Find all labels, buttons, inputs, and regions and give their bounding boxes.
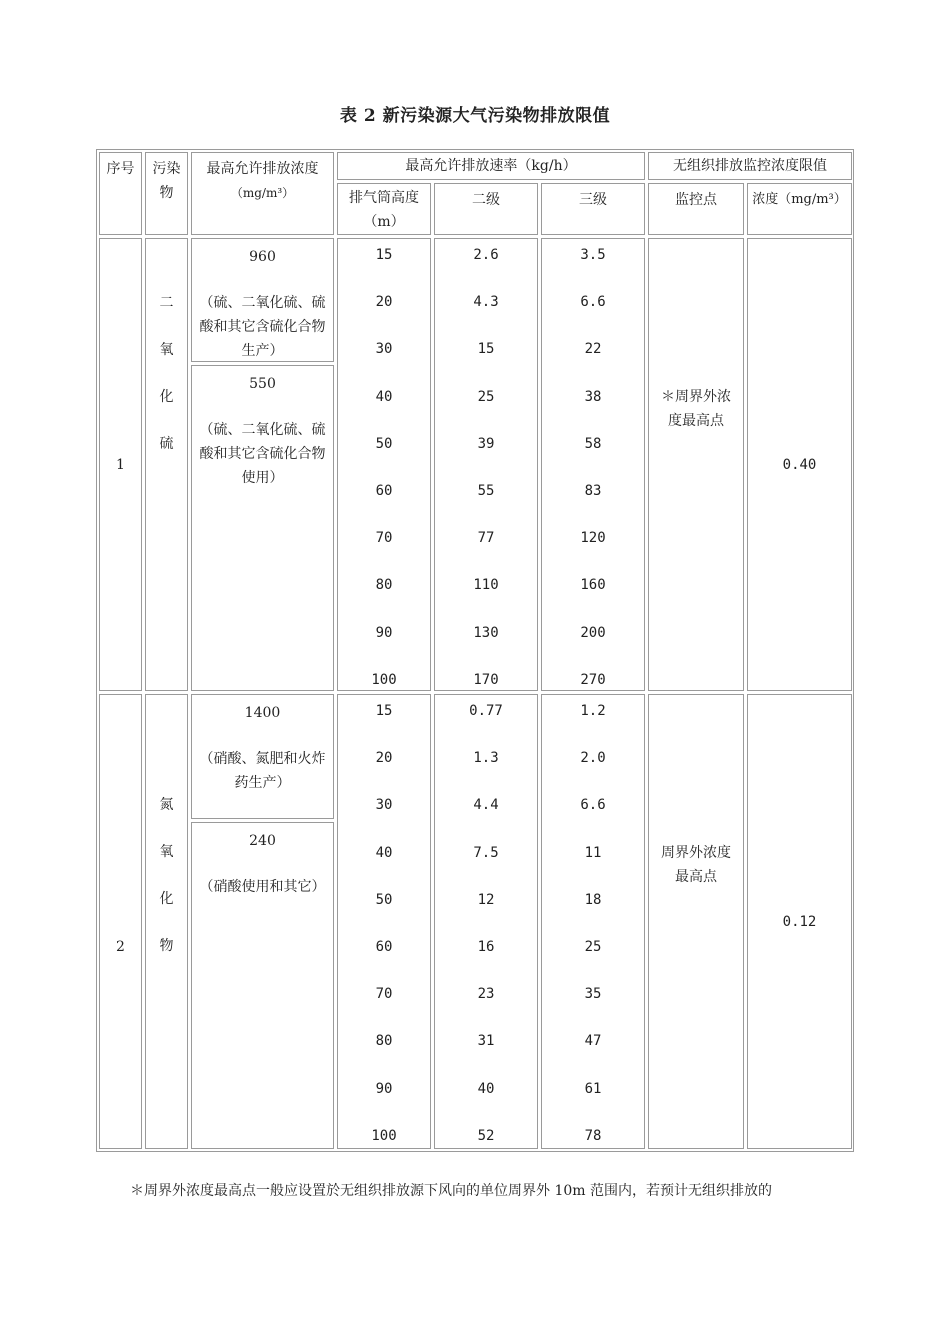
grade2-rate-value: 130 [473, 624, 499, 641]
row2-conc-b-note: （硝酸使用和其它） [199, 879, 326, 895]
row1-pollutant-char: 化 [159, 389, 174, 405]
header-fugitive-conc-label: 浓度（mg/m³） [752, 192, 847, 207]
row2-pollutant-char: 氧 [159, 844, 174, 860]
row2-pollutant-name [160, 793, 174, 958]
header-fugitive-label: 无组织排放监控浓度限值 [673, 158, 827, 174]
header-monitor-point-label: 监控点 [675, 192, 717, 208]
row2-fugitive-conc [747, 694, 852, 1149]
row1-conc-b-value: 550 [249, 376, 276, 392]
row2-seq [99, 694, 142, 1149]
row1-heights-column [337, 238, 431, 691]
stack-height-value: 20 [375, 294, 393, 311]
row1-pollutant-name [160, 291, 174, 456]
header-grade2 [434, 183, 538, 235]
grade2-rate-value: 39 [477, 435, 495, 452]
grade3-rate-value: 78 [584, 1127, 602, 1144]
grade3-rate-value: 18 [584, 891, 602, 908]
row1-pollutant-char: 二 [159, 295, 174, 311]
row2-monitor-point [648, 694, 744, 1149]
stack-height-value: 100 [371, 1127, 397, 1144]
row1-monitor-point [648, 238, 744, 691]
row1-seq [99, 238, 142, 691]
stack-height-value: 15 [375, 247, 393, 263]
row2-conc-b [191, 822, 334, 1149]
grade2-rate-value: 170 [473, 671, 499, 688]
row1-conc-a [191, 238, 334, 362]
stack-height-value: 80 [375, 577, 393, 594]
stack-height-value: 70 [375, 530, 393, 547]
header-grade2-label: 二级 [472, 192, 500, 208]
header-grade3 [541, 183, 645, 235]
row1-pollutant [145, 238, 188, 691]
stack-height-value: 40 [375, 844, 393, 861]
grade2-rate-value: 52 [477, 1127, 495, 1144]
stack-height-value: 50 [375, 435, 393, 452]
grade2-rate-value: 2.6 [473, 247, 499, 263]
stack-height-value: 30 [375, 341, 393, 358]
grade2-rate-value: 55 [477, 483, 495, 499]
grade3-rate-value: 2.0 [580, 750, 606, 767]
grade3-rate-value: 58 [584, 435, 602, 452]
row1-pollutant-char: 硫 [159, 436, 174, 452]
grade3-rate-value: 1.2 [580, 703, 606, 719]
row1-conc-a-value: 960 [249, 249, 276, 265]
grade2-rate-value: 110 [473, 577, 499, 594]
grade2-rate-value: 31 [477, 1033, 495, 1050]
grade2-rate-value: 1.3 [473, 750, 499, 767]
footnote: ＊周界外浓度最高点一般应设置於无组织排放源下风向的单位周界外 10m 范围内，若预计无组织排放的 [130, 1183, 772, 1199]
row2-heights-column [337, 694, 431, 1149]
row1-grade3-column [541, 238, 645, 691]
stack-height-value: 90 [375, 624, 393, 641]
row2-seq-value: 2 [116, 939, 125, 955]
header-fugitive-conc [747, 183, 852, 235]
header-pollutant-label: 污染物 [152, 161, 181, 201]
header-fugitive [648, 152, 852, 180]
row2-pollutant-char: 化 [159, 891, 174, 907]
grade2-rate-value: 12 [477, 891, 495, 908]
grade2-rate-value: 77 [477, 530, 495, 547]
grade3-rate-value: 35 [584, 986, 602, 1003]
row1-conc-b [191, 365, 334, 691]
grade2-rate-value: 4.4 [473, 797, 499, 814]
grade2-rate-value: 23 [477, 986, 495, 1003]
grade2-rate-value: 4.3 [473, 294, 499, 311]
header-seq [99, 152, 142, 235]
row2-conc-a [191, 694, 334, 819]
grade3-rate-value: 270 [580, 671, 606, 688]
row1-grade2-column [434, 238, 538, 691]
stack-height-value: 50 [375, 891, 393, 908]
stack-height-value: 80 [375, 1033, 393, 1050]
grade2-rate-value: 0.77 [469, 703, 503, 719]
grade3-rate-value: 11 [584, 844, 602, 861]
row1-fugitive-conc-value: 0.40 [782, 456, 817, 473]
grade2-rate-value: 40 [477, 1080, 495, 1097]
header-stack-height [337, 183, 431, 235]
header-stack-height-label: 排气筒高度（m） [349, 190, 419, 230]
row1-monitor-point-text: ＊周界外浓度最高点 [661, 389, 731, 429]
header-monitor-point [648, 183, 744, 235]
stack-height-value: 15 [375, 703, 393, 719]
stack-height-value: 20 [375, 750, 393, 767]
row1-conc-a-note: （硫、二氧化硫、硫酸和其它含硫化合物生产） [199, 295, 326, 359]
grade3-rate-value: 6.6 [580, 797, 606, 814]
header-pollutant [145, 152, 188, 235]
grade3-rate-value: 25 [584, 939, 602, 955]
row1-fugitive-conc [747, 238, 852, 691]
stack-height-value: 30 [375, 797, 393, 814]
row2-pollutant-char: 物 [159, 938, 174, 954]
table-title: 表 2 新污染源大气污染物排放限值 [339, 106, 611, 126]
header-max-conc-label: 最高允许排放浓度 [206, 161, 319, 177]
row1-seq-value: 1 [116, 456, 125, 473]
header-seq-label: 序号 [106, 161, 135, 177]
stack-height-value: 90 [375, 1080, 393, 1097]
grade2-rate-value: 7.5 [473, 844, 499, 861]
stack-height-value: 60 [375, 483, 393, 499]
grade3-rate-value: 22 [584, 341, 602, 358]
stack-height-value: 70 [375, 986, 393, 1003]
row2-conc-a-value: 1400 [244, 705, 281, 721]
grade3-rate-value: 47 [584, 1033, 602, 1050]
row2-grade3-column [541, 694, 645, 1149]
row2-conc-b-value: 240 [249, 833, 276, 849]
stack-height-value: 40 [375, 388, 393, 405]
grade3-rate-value: 83 [584, 483, 602, 499]
grade3-rate-value: 200 [580, 624, 606, 641]
grade3-rate-value: 3.5 [580, 247, 606, 263]
row2-conc-a-note: （硝酸、氮肥和火炸药生产） [199, 751, 326, 791]
header-max-conc-unit: （mg/m³） [230, 186, 295, 200]
stack-height-value: 100 [371, 671, 397, 688]
row2-pollutant [145, 694, 188, 1149]
row1-pollutant-char: 氧 [159, 342, 174, 358]
header-grade3-label: 三级 [579, 192, 607, 208]
grade3-rate-value: 38 [584, 388, 602, 405]
header-max-rate-label: 最高允许排放速率（kg/h） [405, 158, 577, 174]
grade2-rate-value: 15 [477, 341, 495, 358]
grade2-rate-value: 25 [477, 388, 495, 405]
row2-monitor-point-text: 周界外浓度最高点 [661, 845, 731, 885]
row1-conc-b-note: （硫、二氧化硫、硫酸和其它含硫化合物使用） [199, 422, 326, 486]
header-max-rate [337, 152, 645, 180]
row2-fugitive-conc-value: 0.12 [782, 913, 817, 930]
row2-grade2-column [434, 694, 538, 1149]
stack-height-value: 60 [375, 939, 393, 955]
grade3-rate-value: 120 [580, 530, 606, 547]
grade3-rate-value: 160 [580, 577, 606, 594]
grade3-rate-value: 61 [584, 1080, 602, 1097]
grade3-rate-value: 6.6 [580, 294, 606, 311]
row2-pollutant-char: 氮 [159, 797, 174, 813]
header-max-conc [191, 152, 334, 235]
grade2-rate-value: 16 [477, 939, 495, 955]
